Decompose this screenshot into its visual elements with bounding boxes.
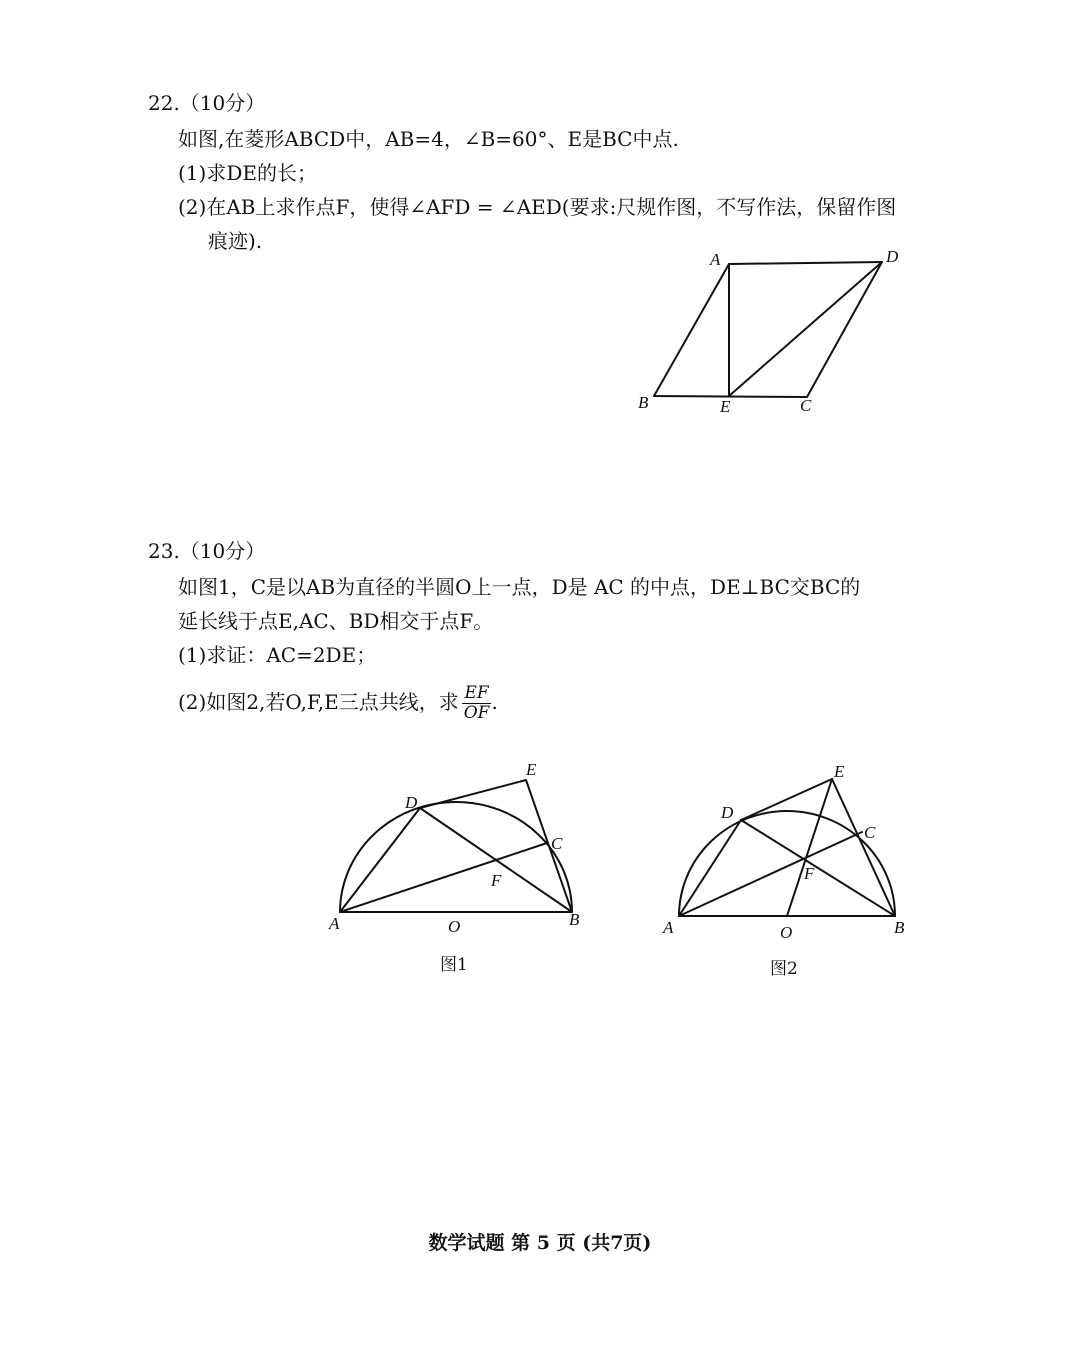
fig2-label-o: O <box>780 923 793 942</box>
q22-part1: (1)求DE的长； <box>178 161 317 185</box>
q23-stem-line1: 如图1，C是以AB为直径的半圆O上一点，D是 AC 的中点，DE⊥BC交BC的 <box>178 575 861 599</box>
fig2-label-b: B <box>894 918 905 937</box>
q22-part2-line1: (2)在AB上求作点F，使得∠AFD = ∠AED(要求:尺规作图，不写作法，保留作图 <box>178 195 897 219</box>
q23-stem-line2: 延长线于点E,AC、BD相交于点F。 <box>178 609 494 633</box>
q22-label-d: D <box>886 247 899 266</box>
fig1-label-o: O <box>448 917 461 936</box>
segment-de <box>729 262 882 396</box>
segment-bd-1 <box>420 808 572 912</box>
q23-part2-suffix: . <box>491 690 498 714</box>
segment-ac-1 <box>340 843 547 912</box>
fig1-label-e: E <box>526 760 537 779</box>
fig1-caption: 图1 <box>440 955 468 975</box>
segment-ad-1 <box>340 808 420 912</box>
rhombus-abcd <box>654 262 882 397</box>
q22-label-a: A <box>710 250 721 269</box>
q23-fig2 <box>679 779 895 916</box>
fig1-label-b: B <box>569 910 580 929</box>
q22-label-b: B <box>638 393 649 412</box>
fraction-numerator: EF <box>462 684 492 704</box>
fig1-label-c: C <box>551 834 563 853</box>
q22-rhombus-figure <box>654 262 882 397</box>
segment-de-2 <box>741 779 832 820</box>
semicircle-1 <box>340 802 572 912</box>
fig2-label-e: E <box>834 762 845 781</box>
q22-label-e: E <box>720 397 731 416</box>
page-footer: 数学试题 第 5 页 (共7页) <box>428 1232 652 1254</box>
segment-oe-2 <box>787 779 832 916</box>
q23-part2-prefix: (2)如图2,若O,F,E三点共线，求 <box>178 690 459 714</box>
fig2-caption: 图2 <box>770 959 798 979</box>
q23-fig1 <box>340 780 572 912</box>
q22-label-c: C <box>800 396 812 415</box>
fig1-label-f: F <box>491 871 502 890</box>
q22-heading: 22.（10分） <box>148 91 266 115</box>
fig2-label-f: F <box>804 864 815 883</box>
fig2-label-c: C <box>864 823 876 842</box>
q23-part1: (1)求证：AC=2DE； <box>178 643 377 667</box>
q22-part2-line2: 痕迹). <box>208 229 263 253</box>
q23-heading: 23.（10分） <box>148 539 266 563</box>
fig2-label-a: A <box>663 918 674 937</box>
fig2-label-d: D <box>721 803 734 822</box>
fig1-label-d: D <box>405 793 418 812</box>
segment-be-1 <box>526 780 572 912</box>
fraction-denominator: OF <box>463 703 490 723</box>
fig1-label-a: A <box>329 914 340 933</box>
q22-stem: 如图,在菱形ABCD中，AB=4，∠B=60°、E是BC中点. <box>178 127 679 151</box>
